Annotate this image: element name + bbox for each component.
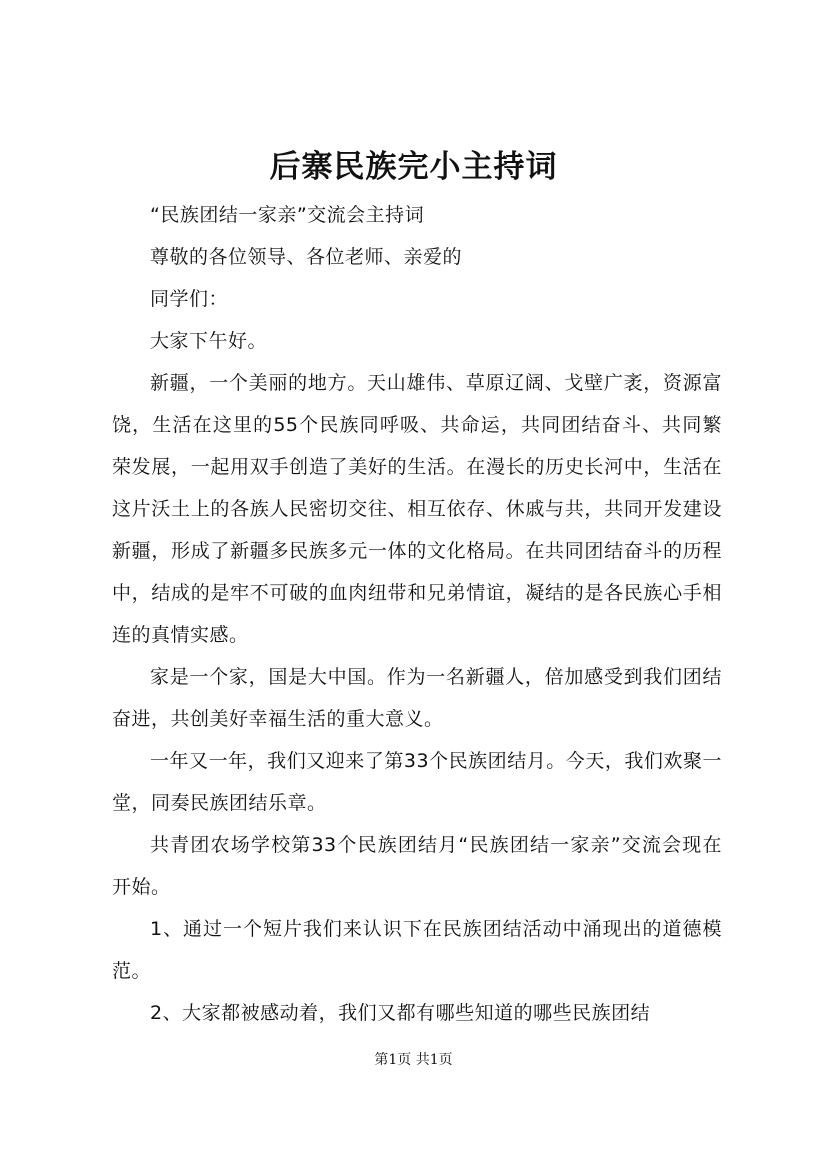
paragraph-item-2: 2、大家都被感动着，我们又都有哪些知道的哪些民族团结 (150, 1002, 651, 1024)
paragraph-xinjiang-intro: 新疆，一个美丽的地方。天山雄伟、草原辽阔、戈壁广袤，资源富饶，生活在这里的55个民族同呼吸、共命运，共同团结奋斗、共同繁荣发展，一起用双手创造了美好的生活。在漫长的历史长河中，生活在这片沃土上的各族人民密切交往、相互依存、休戚与共，共同开发建设新疆，形成了新疆多民族多元一体的文化格局。在共同团结奋斗的历程中，结成的是牢不可破的血肉纽带和兄弟情谊，凝结的是各民族心手相连的真情实感。 (112, 372, 722, 646)
paragraph-home-country: 家是一个家，国是大中国。作为一名新疆人，倍加感受到我们团结奋进，共创美好幸福生活的重大意义。 (112, 666, 722, 730)
page-footer: 第1页 共1页 (374, 1052, 453, 1068)
paragraph-event-start: 共青团农场学校第33个民族团结月“民族团结一家亲”交流会现在开始。 (112, 834, 722, 898)
paragraph-unity-month: 一年又一年，我们又迎来了第33个民族团结月。今天，我们欢聚一堂，同奏民族团结乐章。 (112, 750, 722, 814)
paragraph-greeting-continued: 同学们： (150, 288, 229, 310)
document-title: 后寨民族完小主持词 (269, 149, 558, 185)
paragraph-item-1: 1、通过一个短片我们来认识下在民族团结活动中涌现出的道德模范。 (112, 918, 722, 982)
paragraph-opening: 大家下午好。 (150, 330, 268, 352)
paragraph-subtitle: “民族团结一家亲”交流会主持词 (150, 204, 425, 226)
document-body (112, 194, 722, 1034)
paragraph-greeting: 尊敬的各位领导、各位老师、亲爱的 (150, 246, 463, 268)
